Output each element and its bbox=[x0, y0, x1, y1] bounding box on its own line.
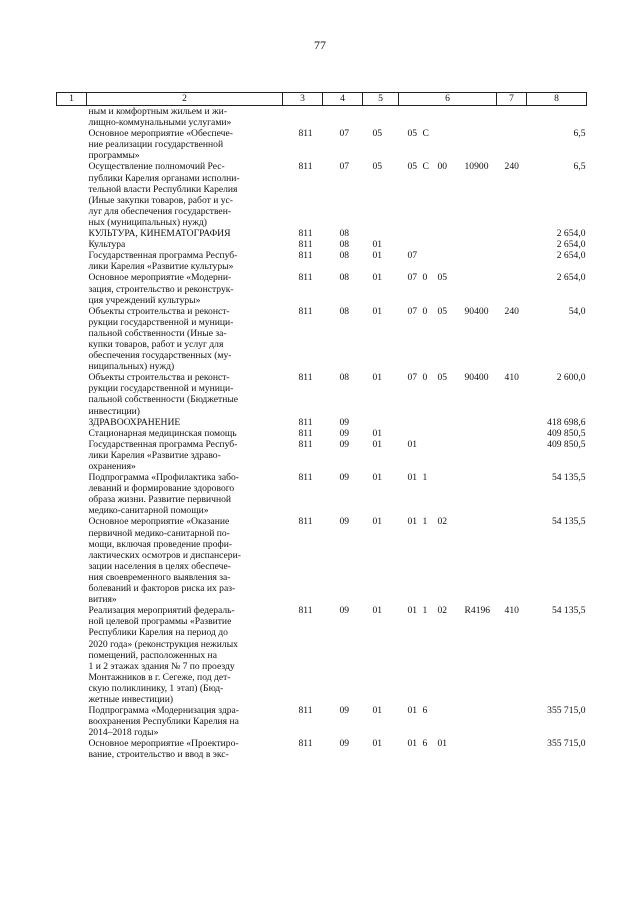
section-code: 08 bbox=[339, 228, 350, 240]
program-code: 07 bbox=[407, 250, 418, 262]
table-row bbox=[57, 272, 587, 305]
ministry-code: 811 bbox=[298, 438, 313, 450]
ministry-code bbox=[283, 106, 323, 129]
row-spacer bbox=[57, 239, 87, 250]
direction-code: 90400 bbox=[464, 305, 489, 317]
amount: 54 135,5 bbox=[551, 605, 586, 617]
program-code: 01 bbox=[407, 605, 418, 617]
header-col-5: 5 bbox=[363, 93, 399, 106]
amount: 54,0 bbox=[568, 305, 586, 317]
subprogram-code bbox=[414, 239, 429, 250]
item-name: Основное мероприятие «Модерни- зация, строительство и реконструк- ция учреждений культуры» bbox=[88, 272, 234, 306]
expense-type-code bbox=[497, 228, 527, 239]
expense-type-code bbox=[497, 417, 527, 428]
item-name: Реализация мероприятий федераль- ной целевой программы «Развитие Республики Карелия на период до 2020 года» (реконструкция нежилых помещений, расположенных на 1 и 2 этажах здания № 7 по проезду Монтажников в г. Сегеже, под дет- скую поликлинику, 1 этап) (Бюд- жетные инвестиции) bbox=[88, 605, 238, 705]
expense-type-code bbox=[497, 439, 527, 472]
budget-table bbox=[56, 92, 587, 761]
reserve-code bbox=[450, 439, 460, 472]
amount: 418 698,6 bbox=[547, 416, 586, 428]
header-col-1: 1 bbox=[57, 93, 87, 106]
item-name: Государственная программа Респуб- лики Карелия «Развитие культуры» bbox=[88, 250, 238, 273]
subprogram-code bbox=[414, 417, 429, 428]
reserve-code bbox=[450, 161, 460, 228]
section-code: 09 bbox=[339, 416, 350, 428]
ministry-code: 811 bbox=[298, 472, 313, 484]
expense-type-code bbox=[497, 516, 527, 605]
item-name: Основное мероприятие «Проектиро- вание, строительство и ввод в экс- bbox=[88, 738, 239, 761]
row-spacer bbox=[57, 705, 87, 738]
row-spacer bbox=[57, 306, 87, 373]
expense-type-code bbox=[497, 250, 527, 272]
header-col-2: 2 bbox=[87, 93, 283, 106]
direction-code bbox=[460, 705, 497, 738]
direction-code bbox=[460, 472, 497, 516]
expense-type-code bbox=[497, 128, 527, 161]
expense-type-code bbox=[497, 272, 527, 305]
reserve-code bbox=[450, 239, 460, 250]
reserve-code bbox=[450, 605, 460, 705]
row-spacer bbox=[57, 472, 87, 516]
expense-type-code: 240 bbox=[504, 305, 519, 317]
activity-code bbox=[429, 439, 450, 472]
subsection-code: 01 bbox=[372, 427, 383, 439]
ministry-code: 811 bbox=[298, 416, 313, 428]
row-spacer bbox=[57, 228, 87, 239]
ministry-code: 811 bbox=[298, 427, 313, 439]
activity-code: 02 bbox=[437, 605, 448, 617]
direction-code: 90400 bbox=[464, 372, 489, 384]
activity-code bbox=[429, 128, 450, 161]
subprogram-code: С bbox=[422, 161, 429, 173]
table-row bbox=[57, 306, 587, 373]
header-col-8: 8 bbox=[527, 93, 587, 106]
direction-code bbox=[460, 516, 497, 605]
table-row bbox=[57, 106, 587, 129]
section-code: 09 bbox=[339, 605, 350, 617]
subprogram-code: 0 bbox=[422, 372, 428, 384]
subsection-code: 01 bbox=[372, 738, 383, 750]
row-spacer bbox=[57, 738, 87, 760]
section-code: 09 bbox=[339, 438, 350, 450]
row-spacer bbox=[57, 605, 87, 705]
amount: 409 850,5 bbox=[547, 427, 586, 439]
amount: 409 850,5 bbox=[547, 438, 586, 450]
activity-code bbox=[429, 239, 450, 250]
table-row bbox=[57, 228, 587, 239]
subsection-code: 01 bbox=[372, 272, 383, 284]
direction-code bbox=[460, 106, 497, 129]
section-code: 09 bbox=[339, 472, 350, 484]
reserve-code bbox=[450, 228, 460, 239]
direction-code bbox=[460, 272, 497, 305]
amount: 355 715,0 bbox=[547, 705, 586, 717]
amount: 6,5 bbox=[573, 128, 586, 140]
reserve-code bbox=[450, 705, 460, 738]
program-code bbox=[399, 417, 414, 428]
section-code: 09 bbox=[339, 427, 350, 439]
section-code: 08 bbox=[339, 272, 350, 284]
row-spacer bbox=[57, 272, 87, 305]
direction-code bbox=[460, 417, 497, 428]
expense-type-code: 240 bbox=[504, 161, 519, 173]
subprogram-code bbox=[414, 106, 429, 129]
subsection-code bbox=[363, 417, 399, 428]
activity-code: 02 bbox=[437, 516, 448, 528]
direction-code: R4196 bbox=[464, 605, 491, 617]
table-row bbox=[57, 738, 587, 760]
item-name: Осуществление полномочий Рес- публики Карелия органами исполни- тельной власти Республики Карелия (Иные закупки товаров, работ и ус- луг для обеспечения государствен- ных (муниципальных) нужд) bbox=[88, 161, 240, 228]
program-code: 07 bbox=[407, 272, 418, 284]
subprogram-code bbox=[414, 428, 429, 439]
direction-code bbox=[460, 250, 497, 272]
reserve-code bbox=[450, 272, 460, 305]
ministry-code: 811 bbox=[298, 305, 313, 317]
subsection-code bbox=[363, 106, 399, 129]
row-spacer bbox=[57, 417, 87, 428]
section-code: 08 bbox=[339, 250, 350, 262]
expense-type-code bbox=[497, 472, 527, 516]
item-name: Подпрограмма «Модернизация здра- воохранения Республики Карелия на 2014–2018 годы» bbox=[88, 705, 239, 739]
header-col-4: 4 bbox=[323, 93, 363, 106]
item-name: КУЛЬТУРА, КИНЕМАТОГРАФИЯ bbox=[88, 228, 231, 240]
item-name: ным и комфортным жильем и жи- лищно-коммунальными услугами» bbox=[88, 106, 232, 129]
ministry-code: 811 bbox=[298, 239, 313, 251]
header-col-3: 3 bbox=[283, 93, 323, 106]
subsection-code: 01 bbox=[372, 516, 383, 528]
reserve-code bbox=[450, 516, 460, 605]
direction-code: 10900 bbox=[464, 161, 489, 173]
table-row bbox=[57, 428, 587, 439]
row-spacer bbox=[57, 161, 87, 228]
item-name: ЗДРАВООХРАНЕНИЕ bbox=[88, 416, 181, 428]
table-row bbox=[57, 417, 587, 428]
table-row bbox=[57, 439, 587, 472]
activity-code bbox=[429, 106, 450, 129]
table-row bbox=[57, 161, 587, 228]
subprogram-code: 0 bbox=[422, 272, 428, 284]
header-col-6: 6 bbox=[399, 93, 497, 106]
reserve-code bbox=[450, 250, 460, 272]
table-row bbox=[57, 128, 587, 161]
section-code: 08 bbox=[339, 372, 350, 384]
activity-code: 05 bbox=[437, 305, 448, 317]
direction-code bbox=[460, 228, 497, 239]
direction-code bbox=[460, 428, 497, 439]
row-spacer bbox=[57, 439, 87, 472]
item-name: Подпрограмма «Профилактика забо- леваний и формирование здорового образа жизни. Развитие первичной медико-санитарной помощи» bbox=[88, 472, 239, 517]
ministry-code: 811 bbox=[298, 228, 313, 240]
amount: 2 654,0 bbox=[556, 228, 586, 240]
activity-code bbox=[429, 428, 450, 439]
section-code: 09 bbox=[339, 705, 350, 717]
program-code: 01 bbox=[407, 738, 418, 750]
expense-type-code bbox=[497, 239, 527, 250]
ministry-code: 811 bbox=[298, 250, 313, 262]
subprogram-code: 1 bbox=[422, 605, 428, 617]
ministry-code: 811 bbox=[298, 738, 313, 750]
reserve-code bbox=[450, 428, 460, 439]
program-code: 01 bbox=[407, 472, 418, 484]
subsection-code: 01 bbox=[372, 472, 383, 484]
row-spacer bbox=[57, 428, 87, 439]
section-code: 08 bbox=[339, 305, 350, 317]
activity-code bbox=[429, 705, 450, 738]
expense-type-code: 410 bbox=[504, 605, 519, 617]
item-name: Объекты строительства и реконст- рукции государственной и муници- пальной собственности (Бюджетные инвестиции) bbox=[88, 372, 239, 417]
subprogram-code: 1 bbox=[422, 472, 428, 484]
activity-code: 00 bbox=[437, 161, 448, 173]
program-code bbox=[399, 106, 414, 129]
table-header bbox=[57, 93, 587, 106]
table-row bbox=[57, 372, 587, 416]
ministry-code: 811 bbox=[298, 372, 313, 384]
table-row bbox=[57, 472, 587, 516]
program-code: 01 bbox=[407, 438, 418, 450]
program-code: 01 bbox=[407, 705, 418, 717]
subsection-code: 01 bbox=[372, 705, 383, 717]
subprogram-code: 0 bbox=[422, 305, 428, 317]
expense-type-code bbox=[497, 738, 527, 760]
table-row bbox=[57, 239, 587, 250]
item-name: Объекты строительства и реконст- рукции государственной и муници- пальной собственности (Иные за- купки товаров, работ и услуг для обеспечения государственных (му- ниципальных) нужд) bbox=[88, 305, 234, 373]
subsection-code: 01 bbox=[372, 239, 383, 251]
reserve-code bbox=[450, 472, 460, 516]
activity-code bbox=[429, 417, 450, 428]
amount: 54 135,5 bbox=[551, 516, 586, 528]
item-name: Государственная программа Респуб- лики Карелия «Развитие здраво- охранения» bbox=[88, 438, 238, 472]
subsection-code: 05 bbox=[372, 161, 383, 173]
section-code: 09 bbox=[339, 516, 350, 528]
item-name: Основное мероприятие «Обеспече- ние реализации государственной программы» bbox=[88, 128, 233, 162]
row-spacer bbox=[57, 372, 87, 416]
activity-code: 05 bbox=[437, 272, 448, 284]
section-code: 09 bbox=[339, 738, 350, 750]
program-code bbox=[399, 239, 414, 250]
subprogram-code bbox=[414, 228, 429, 239]
amount: 2 654,0 bbox=[556, 272, 586, 284]
row-spacer bbox=[57, 516, 87, 605]
reserve-code bbox=[450, 106, 460, 129]
subprogram-code: 1 bbox=[422, 516, 428, 528]
program-code: 05 bbox=[407, 161, 418, 173]
activity-code bbox=[429, 228, 450, 239]
table-body bbox=[57, 106, 587, 761]
program-code: 07 bbox=[407, 305, 418, 317]
ministry-code: 811 bbox=[298, 705, 313, 717]
section-code: 08 bbox=[339, 239, 350, 251]
amount: 54 135,5 bbox=[551, 472, 586, 484]
reserve-code bbox=[450, 128, 460, 161]
subprogram-code: 6 bbox=[422, 705, 428, 717]
activity-code bbox=[429, 250, 450, 272]
item-name: Основное мероприятие «Оказание первичной медико-санитарной по- мощи, включая проведение профи- лактических осмотров и диспансери- зации населения в целях обеспече- ния своевременного выявления за- болеваний и факторов риска их раз- вития» bbox=[88, 516, 241, 606]
subsection-code: 01 bbox=[372, 372, 383, 384]
direction-code bbox=[460, 128, 497, 161]
header-row bbox=[57, 93, 587, 106]
table-row bbox=[57, 250, 587, 272]
activity-code bbox=[429, 472, 450, 516]
activity-code: 01 bbox=[437, 738, 448, 750]
amount: 2 654,0 bbox=[556, 250, 586, 262]
subsection-code: 01 bbox=[372, 250, 383, 262]
row-spacer bbox=[57, 106, 87, 129]
subsection-code: 05 bbox=[372, 128, 383, 140]
ministry-code: 811 bbox=[298, 128, 313, 140]
reserve-code bbox=[450, 738, 460, 760]
program-code: 07 bbox=[407, 372, 418, 384]
program-code bbox=[399, 228, 414, 239]
ministry-code: 811 bbox=[298, 516, 313, 528]
expense-type-code: 410 bbox=[504, 372, 519, 384]
activity-code: 05 bbox=[437, 372, 448, 384]
ministry-code: 811 bbox=[298, 161, 313, 173]
subsection-code: 01 bbox=[372, 305, 383, 317]
expense-type-code bbox=[497, 428, 527, 439]
subsection-code: 01 bbox=[372, 605, 383, 617]
section-code bbox=[323, 106, 363, 129]
reserve-code bbox=[450, 417, 460, 428]
amount: 6,5 bbox=[573, 161, 586, 173]
program-code: 05 bbox=[407, 128, 418, 140]
subsection-code bbox=[363, 228, 399, 239]
expense-type-code bbox=[497, 106, 527, 129]
ministry-code: 811 bbox=[298, 605, 313, 617]
table-row bbox=[57, 705, 587, 738]
expense-type-code bbox=[497, 705, 527, 738]
subprogram-code: 6 bbox=[422, 738, 428, 750]
ministry-code: 811 bbox=[298, 272, 313, 284]
table-row bbox=[57, 516, 587, 605]
item-name: Культура bbox=[88, 239, 126, 251]
amount: 2 600,0 bbox=[556, 372, 586, 384]
row-spacer bbox=[57, 128, 87, 161]
table-row bbox=[57, 605, 587, 705]
reserve-code bbox=[450, 372, 460, 416]
amount: 355 715,0 bbox=[547, 738, 586, 750]
section-code: 07 bbox=[339, 128, 350, 140]
program-code bbox=[399, 428, 414, 439]
amount: 2 654,0 bbox=[556, 239, 586, 251]
item-name: Стационарная медицинская помощь bbox=[88, 427, 237, 439]
direction-code bbox=[460, 239, 497, 250]
subprogram-code: С bbox=[422, 128, 429, 140]
row-spacer bbox=[57, 250, 87, 272]
header-col-7: 7 bbox=[497, 93, 527, 106]
section-code: 07 bbox=[339, 161, 350, 173]
subsection-code: 01 bbox=[372, 438, 383, 450]
page-number: 77 bbox=[314, 38, 326, 52]
program-code: 01 bbox=[407, 516, 418, 528]
reserve-code bbox=[450, 306, 460, 373]
amount bbox=[527, 106, 587, 129]
direction-code bbox=[460, 738, 497, 760]
direction-code bbox=[460, 439, 497, 472]
